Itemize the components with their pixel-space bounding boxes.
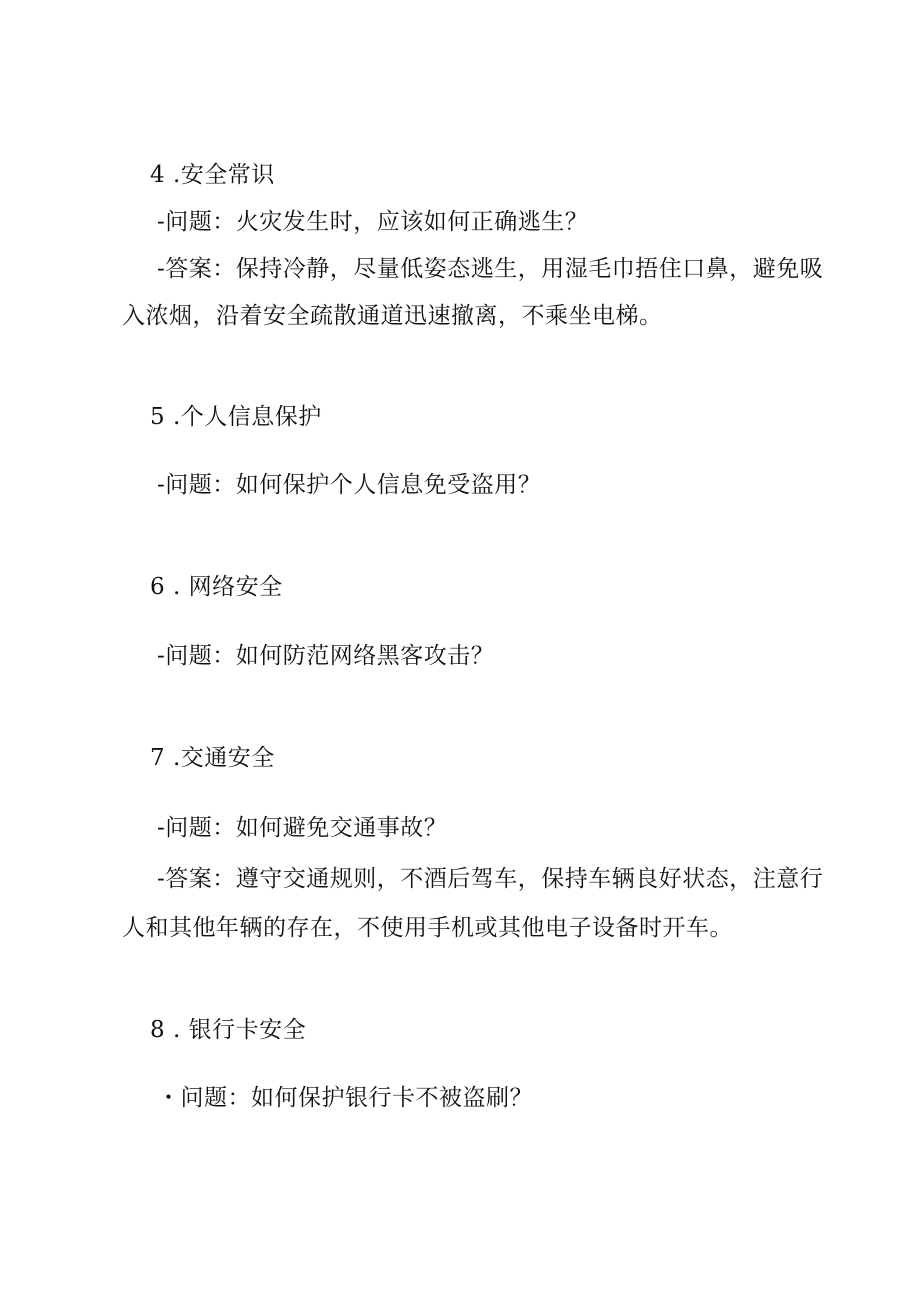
answer-7-line-1: -答案：遵守交通规则，不酒后驾车，保持车辆良好状态，注意行 bbox=[157, 866, 824, 892]
section-heading-6: 6 . 网络安全 bbox=[150, 574, 283, 600]
section-heading-8: 8 . 银行卡安全 bbox=[150, 1017, 307, 1043]
answer-4-line-2: 入浓烟，沿着安全疏散通道迅速撤离，不乘坐电梯。 bbox=[122, 303, 663, 329]
answer-7-line-2: 人和其他年辆的存在，不使用手机或其他电子设备时开车。 bbox=[122, 915, 733, 941]
question-8: ・问题：如何保护银行卡不被盗刷？ bbox=[157, 1085, 533, 1111]
question-6: -问题：如何防范网络黑客攻击？ bbox=[157, 643, 495, 669]
question-4: -问题：火灾发生时，应该如何正确逃生？ bbox=[157, 209, 589, 235]
answer-4-line-1: -答案：保持冷静，尽量低姿态逃生，用湿毛巾捂住口鼻，避免吸 bbox=[157, 256, 824, 282]
section-heading-7: 7 .交通安全 bbox=[150, 745, 275, 771]
section-heading-5: 5 .个人信息保护 bbox=[150, 404, 322, 430]
question-5: -问题：如何保护个人信息免受盗用？ bbox=[157, 472, 542, 498]
question-7: -问题：如何避免交通事故？ bbox=[157, 815, 448, 841]
section-heading-4: 4 .安全常识 bbox=[150, 162, 275, 188]
